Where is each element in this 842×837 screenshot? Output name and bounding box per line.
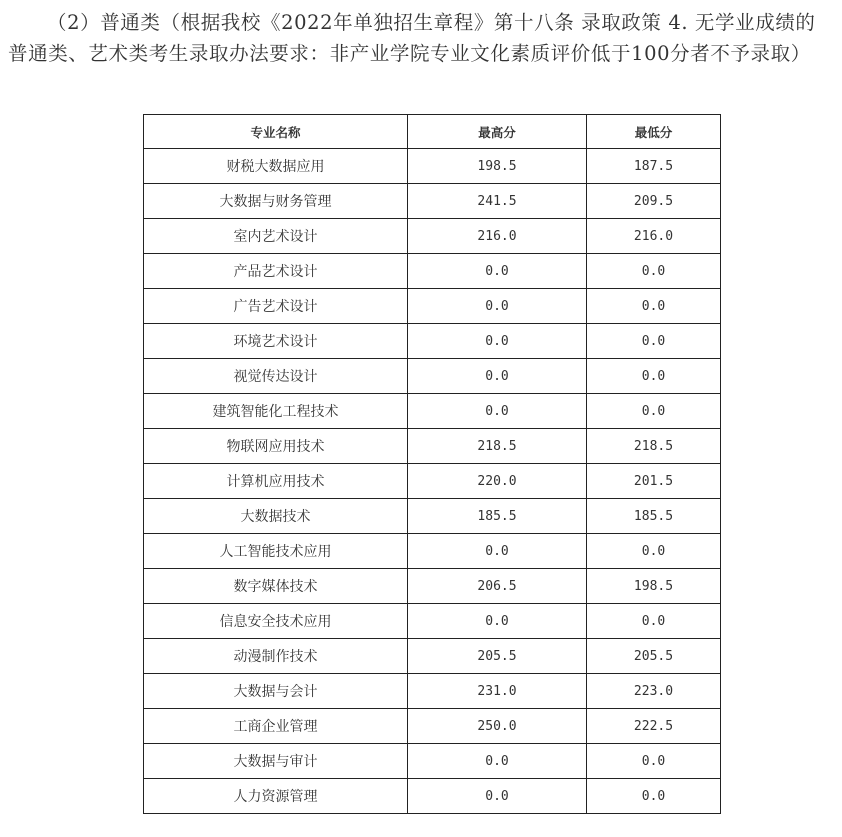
cell-min-score: 216.0 bbox=[587, 219, 721, 254]
cell-min-score: 0.0 bbox=[587, 324, 721, 359]
cell-max-score: 250.0 bbox=[408, 709, 587, 744]
cell-min-score: 223.0 bbox=[587, 674, 721, 709]
table-row bbox=[144, 359, 721, 394]
cell-major: 广告艺术设计 bbox=[144, 289, 408, 324]
cell-max-score: 185.5 bbox=[408, 499, 587, 534]
table-body bbox=[144, 149, 721, 814]
table-row bbox=[144, 744, 721, 779]
cell-max-score: 0.0 bbox=[408, 324, 587, 359]
cell-max-score: 218.5 bbox=[408, 429, 587, 464]
cell-min-score: 0.0 bbox=[587, 394, 721, 429]
table-row bbox=[144, 324, 721, 359]
table-row bbox=[144, 569, 721, 604]
header-major: 专业名称 bbox=[144, 115, 408, 149]
table-row bbox=[144, 604, 721, 639]
cell-major: 室内艺术设计 bbox=[144, 219, 408, 254]
cell-major: 人工智能技术应用 bbox=[144, 534, 408, 569]
cell-major: 环境艺术设计 bbox=[144, 324, 408, 359]
admission-score-table bbox=[143, 114, 721, 814]
table-row bbox=[144, 289, 721, 324]
cell-min-score: 205.5 bbox=[587, 639, 721, 674]
cell-min-score: 0.0 bbox=[587, 779, 721, 814]
cell-max-score: 206.5 bbox=[408, 569, 587, 604]
cell-min-score: 0.0 bbox=[587, 359, 721, 394]
cell-major: 物联网应用技术 bbox=[144, 429, 408, 464]
cell-max-score: 0.0 bbox=[408, 744, 587, 779]
cell-max-score: 0.0 bbox=[408, 359, 587, 394]
table-row bbox=[144, 639, 721, 674]
cell-min-score: 187.5 bbox=[587, 149, 721, 184]
cell-max-score: 0.0 bbox=[408, 779, 587, 814]
cell-major: 数字媒体技术 bbox=[144, 569, 408, 604]
cell-major: 财税大数据应用 bbox=[144, 149, 408, 184]
cell-max-score: 0.0 bbox=[408, 289, 587, 324]
cell-min-score: 0.0 bbox=[587, 289, 721, 324]
cell-major: 计算机应用技术 bbox=[144, 464, 408, 499]
table-row bbox=[144, 709, 721, 744]
cell-min-score: 185.5 bbox=[587, 499, 721, 534]
cell-min-score: 218.5 bbox=[587, 429, 721, 464]
cell-max-score: 0.0 bbox=[408, 604, 587, 639]
cell-major: 工商企业管理 bbox=[144, 709, 408, 744]
cell-min-score: 198.5 bbox=[587, 569, 721, 604]
table-header-row bbox=[144, 115, 721, 149]
table-row bbox=[144, 464, 721, 499]
cell-min-score: 0.0 bbox=[587, 534, 721, 569]
cell-major: 大数据与财务管理 bbox=[144, 184, 408, 219]
cell-major: 建筑智能化工程技术 bbox=[144, 394, 408, 429]
table-row bbox=[144, 149, 721, 184]
cell-max-score: 205.5 bbox=[408, 639, 587, 674]
cell-major: 信息安全技术应用 bbox=[144, 604, 408, 639]
cell-max-score: 231.0 bbox=[408, 674, 587, 709]
cell-max-score: 220.0 bbox=[408, 464, 587, 499]
table-row bbox=[144, 394, 721, 429]
cell-min-score: 0.0 bbox=[587, 254, 721, 289]
table-row bbox=[144, 429, 721, 464]
cell-max-score: 0.0 bbox=[408, 534, 587, 569]
cell-min-score: 222.5 bbox=[587, 709, 721, 744]
cell-major: 动漫制作技术 bbox=[144, 639, 408, 674]
cell-major: 视觉传达设计 bbox=[144, 359, 408, 394]
cell-min-score: 201.5 bbox=[587, 464, 721, 499]
table-row bbox=[144, 254, 721, 289]
table-row bbox=[144, 534, 721, 569]
cell-max-score: 198.5 bbox=[408, 149, 587, 184]
header-min-score: 最低分 bbox=[587, 115, 721, 149]
table-row bbox=[144, 499, 721, 534]
cell-major: 大数据与审计 bbox=[144, 744, 408, 779]
cell-major: 大数据技术 bbox=[144, 499, 408, 534]
cell-min-score: 209.5 bbox=[587, 184, 721, 219]
cell-major: 大数据与会计 bbox=[144, 674, 408, 709]
table-row bbox=[144, 219, 721, 254]
header-max-score: 最高分 bbox=[408, 115, 587, 149]
table-row bbox=[144, 779, 721, 814]
intro-paragraph: （2）普通类（根据我校《2022年单独招生章程》第十八条 录取政策 4. 无学业成绩的普通类、艺术类考生录取办法要求：非产业学院专业文化素质评价低于100分者不予录取） bbox=[8, 11, 816, 65]
cell-min-score: 0.0 bbox=[587, 744, 721, 779]
cell-max-score: 241.5 bbox=[408, 184, 587, 219]
cell-major: 产品艺术设计 bbox=[144, 254, 408, 289]
cell-max-score: 0.0 bbox=[408, 254, 587, 289]
cell-max-score: 216.0 bbox=[408, 219, 587, 254]
table-row bbox=[144, 184, 721, 219]
cell-major: 人力资源管理 bbox=[144, 779, 408, 814]
cell-max-score: 0.0 bbox=[408, 394, 587, 429]
cell-min-score: 0.0 bbox=[587, 604, 721, 639]
table-row bbox=[144, 674, 721, 709]
